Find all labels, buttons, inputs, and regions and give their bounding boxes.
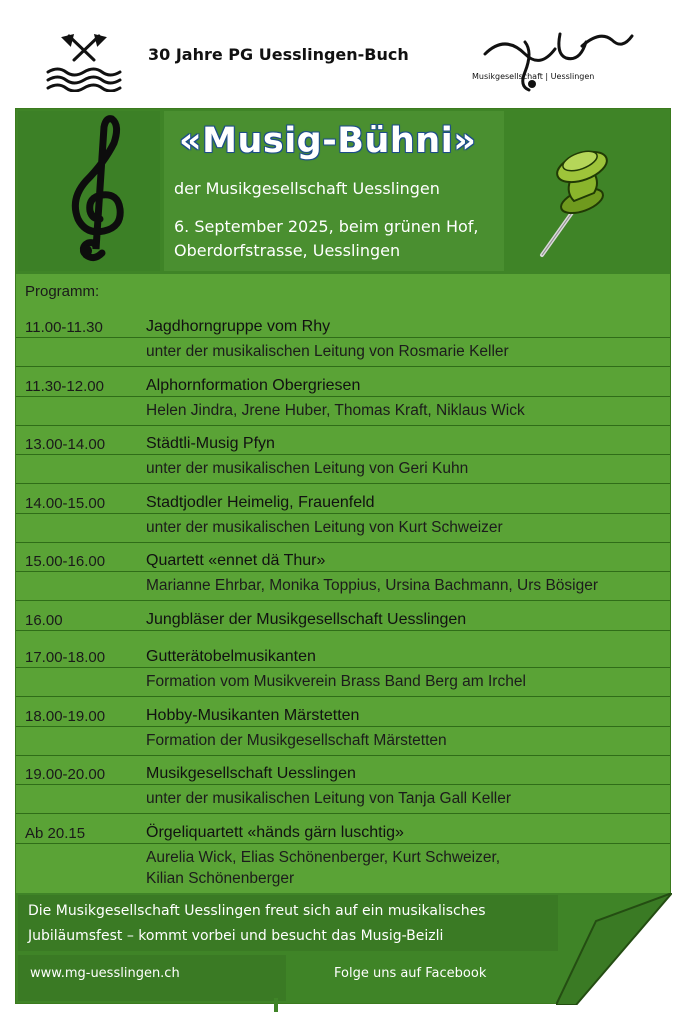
program-performer: Jagdhorngruppe vom Rhy bbox=[146, 318, 331, 335]
program-detail bbox=[146, 517, 503, 538]
program-detail-line1: Aurelia Wick, Elias Schönenberger, Kurt Schweizer, bbox=[146, 848, 501, 866]
program-row bbox=[16, 706, 670, 765]
program-performer: Örgeliquartett «händs gärn luschtig» bbox=[146, 823, 404, 841]
program-detail bbox=[146, 575, 598, 596]
row-divider bbox=[16, 425, 670, 426]
program-performer: Hobby-Musikanten Märstetten bbox=[146, 706, 360, 724]
event-title: «Musig-Bühni» bbox=[179, 121, 477, 161]
program-row bbox=[16, 317, 670, 376]
program-detail bbox=[146, 341, 509, 362]
mg-logo-icon bbox=[470, 24, 635, 94]
program-time: 15.00-16.00 bbox=[25, 553, 106, 571]
program-row bbox=[16, 376, 670, 435]
program-time: 18.00-19.00 bbox=[25, 707, 106, 725]
program-row bbox=[16, 434, 670, 493]
footer-line1: Die Musikgesellschaft Uesslingen freut sich auf ein musikalisches bbox=[28, 903, 486, 919]
program-time: 19.00-20.00 bbox=[25, 766, 106, 784]
row-divider bbox=[16, 630, 670, 631]
program-row bbox=[16, 610, 670, 648]
program-row bbox=[16, 647, 670, 706]
program-time: 14.00-15.00 bbox=[25, 494, 106, 512]
row-divider bbox=[16, 843, 670, 844]
row-divider bbox=[16, 454, 670, 455]
program-performer: Musikgesellschaft Uesslingen bbox=[146, 765, 356, 783]
program-time: Ab 20.15 bbox=[25, 824, 86, 842]
event-date-line2: Oberdorfstrasse, Uesslingen bbox=[174, 241, 401, 260]
row-divider bbox=[16, 726, 670, 727]
program-time: 13.00-14.00 bbox=[25, 436, 106, 454]
program-detail-line1: unter der musikalischen Leitung von Rosmarie Keller bbox=[146, 343, 509, 360]
row-divider bbox=[16, 542, 670, 543]
poster bbox=[15, 108, 671, 1004]
page-curl-icon bbox=[556, 893, 672, 1005]
program-detail-line1: Helen Jindra, Jrene Huber, Thomas Kraft, Niklaus Wick bbox=[146, 401, 525, 419]
program-detail bbox=[146, 671, 526, 692]
row-divider bbox=[16, 696, 670, 697]
row-divider bbox=[16, 513, 670, 514]
program-time: 11.30-12.00 bbox=[25, 377, 104, 395]
mg-logo-caption: Musikgesellschaft | Uesslingen bbox=[472, 72, 595, 81]
row-divider bbox=[16, 483, 670, 484]
program-detail-line1: Formation vom Musikverein Brass Band Berg am Irchel bbox=[146, 673, 526, 690]
program-detail-line2: Kilian Schönenberger bbox=[146, 869, 295, 887]
row-divider bbox=[16, 600, 670, 601]
program-performer: Quartett «ennet dä Thur» bbox=[146, 552, 326, 570]
program-row bbox=[16, 764, 670, 823]
program-detail-line1: unter der musikalischen Leitung von Tanja Gall Keller bbox=[146, 790, 512, 808]
program-detail-line1: unter der musikalischen Leitung von Geri Kuhn bbox=[146, 460, 469, 478]
program-time: 11.00-11.30 bbox=[25, 319, 103, 336]
program-time: 17.00-18.00 bbox=[25, 649, 106, 666]
divider-mark bbox=[274, 998, 278, 1012]
program-performer: Stadtjodler Heimelig, Frauenfeld bbox=[146, 493, 375, 511]
website-link[interactable]: www.mg-uesslingen.ch bbox=[30, 966, 180, 981]
program-detail-line1: Formation der Musikgesellschaft Märstetten bbox=[146, 731, 447, 749]
program-performer: Jungbläser der Musikgesellschaft Uesslingen bbox=[146, 611, 467, 628]
program-detail bbox=[146, 730, 447, 751]
page-title: 30 Jahre PG Uesslingen-Buch bbox=[148, 45, 409, 64]
row-divider bbox=[16, 784, 670, 785]
program-detail-line1: Marianne Ehrbar, Monika Toppius, Ursina Bachmann, Urs Bösiger bbox=[146, 577, 599, 595]
program-detail bbox=[146, 788, 511, 809]
pushpin-icon bbox=[536, 137, 618, 259]
treble-clef-icon bbox=[64, 115, 136, 263]
row-divider bbox=[16, 366, 670, 367]
program-time: 16.00 bbox=[25, 612, 63, 629]
program-performer: Gutterätobelmusikanten bbox=[146, 648, 316, 665]
event-date-location bbox=[174, 215, 479, 263]
event-subtitle: der Musikgesellschaft Uesslingen bbox=[174, 179, 440, 198]
program-detail bbox=[146, 458, 468, 479]
program-detail bbox=[146, 400, 525, 421]
program-row bbox=[16, 493, 670, 552]
program-heading: Programm: bbox=[25, 283, 100, 300]
program-detail bbox=[146, 847, 500, 889]
event-date-line1: 6. September 2025, beim grünen Hof, bbox=[174, 217, 479, 236]
row-divider bbox=[16, 667, 670, 668]
program-row bbox=[16, 823, 670, 887]
footer-line2: Jubiläumsfest – kommt vorbei und besucht das Musig-Beizli bbox=[28, 928, 444, 944]
row-divider bbox=[16, 337, 670, 338]
program-performer: Alphornformation Obergriesen bbox=[146, 376, 361, 394]
program-row bbox=[16, 551, 670, 610]
row-divider bbox=[16, 813, 670, 814]
program-detail-line1: unter der musikalischen Leitung von Kurt Schweizer bbox=[146, 518, 503, 536]
row-divider bbox=[16, 755, 670, 756]
program-performer: Städtli-Musig Pfyn bbox=[146, 435, 275, 453]
row-divider bbox=[16, 396, 670, 397]
facebook-link[interactable]: Folge uns auf Facebook bbox=[334, 966, 487, 981]
pg-crest-icon bbox=[44, 30, 124, 92]
row-divider bbox=[16, 571, 670, 572]
footer-message bbox=[28, 899, 548, 949]
